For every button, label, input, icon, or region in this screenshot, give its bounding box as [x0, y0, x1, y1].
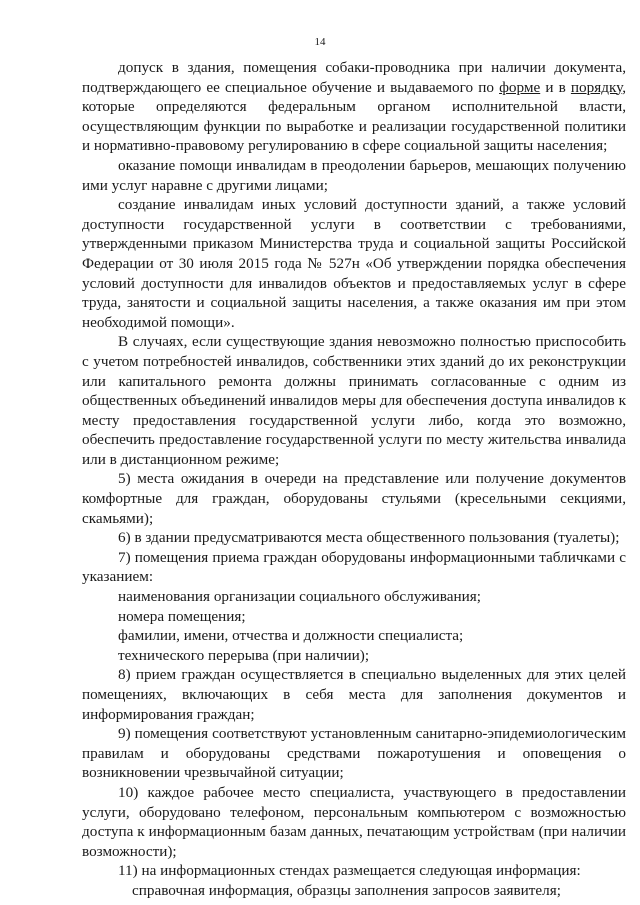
list-item: номера помещения;	[118, 607, 246, 625]
paragraph-item-8: 8) прием граждан осуществляется в специально выделенных для этих целей помещениях, включающих в себя места для заполнения документов и информирования граждан;	[82, 666, 626, 723]
paragraph-guide-dog	[82, 58, 626, 156]
paragraph-item-10: 10) каждое рабочее место специалиста, участвующего в предоставлении услуги, оборудовано телефоном, персональным компьютером с возможностью доступа к информационным базам данных, печатающим устройствам (при наличии возможности);	[82, 783, 626, 860]
paragraph-text: , которые определяются федеральным органом исполнительной власти, осуществляющим функции по выработке и реализации государственной политики и нормативно-правовому регулированию в сфере социальной защиты населения;	[82, 78, 626, 155]
paragraph-text: и в	[540, 78, 571, 96]
order-link: порядку	[570, 78, 623, 96]
paragraph-existing-buildings: В случаях, если существующие здания невозможно полностью приспособить с учетом потребностей инвалидов, собственники этих зданий до их реконструкции или капитального ремонта должны принимать согласованные с одним из общественных объединений инвалидов меры для обеспечения доступа инвалидов к месту предоставления государственной услуги либо, когда это возможно, обеспечить предоставление государственной услуги по месту жительства инвалида или в дистанционном режиме;	[82, 333, 626, 468]
paragraph-accessibility: создание инвалидам иных условий доступности зданий, а также условий доступности государственной услуги в соответствии с требованиями, утвержденными приказом Министерства труда и социальной защиты Российской Федерации от 30 июля 2015 года № 527н «Об утверждении порядка обеспечения условий доступности для инвалидов объектов и предоставляемых услуг в сфере труда, занятости и социальной защиты населения, а также оказания им при этом необходимой помощи».	[82, 196, 626, 331]
paragraph-item-6: 6) в здании предусматриваются места общественного пользования (туалеты);	[118, 529, 620, 547]
form-link: форме	[499, 78, 541, 96]
paragraph-item-7: 7) помещения приема граждан оборудованы информационными табличками с указанием:	[82, 548, 626, 586]
page-number: 14	[314, 36, 326, 48]
paragraph-text: допуск в здания, помещения собаки-проводника при наличии документа, подтверждающего ее специальное обучение и выдаваемого по	[82, 59, 626, 96]
paragraph-item-11: 11) на информационных стендах размещается следующая информация:	[118, 862, 581, 880]
paragraph-assistance: оказание помощи инвалидам в преодолении барьеров, мешающих получению ими услуг наравне с другими лицами;	[82, 156, 626, 194]
document-body	[82, 58, 626, 901]
list-item: технического перерыва (при наличии);	[118, 646, 370, 664]
list-item: справочная информация, образцы заполнения запросов заявителя;	[132, 881, 561, 899]
paragraph-item-9: 9) помещения соответствуют установленным санитарно-эпидемиологическим правилам и оборудованы средствами пожаротушения и оповещения о возникновении чрезвычайной ситуации;	[82, 725, 626, 782]
list-item: фамилии, имени, отчества и должности специалиста;	[118, 627, 464, 645]
list-item: наименования организации социального обслуживания;	[118, 588, 481, 606]
paragraph-item-5: 5) места ожидания в очереди на представление или получение документов комфортные для граждан, оборудованы стульями (кресельными секциями, скамьями);	[82, 470, 626, 527]
